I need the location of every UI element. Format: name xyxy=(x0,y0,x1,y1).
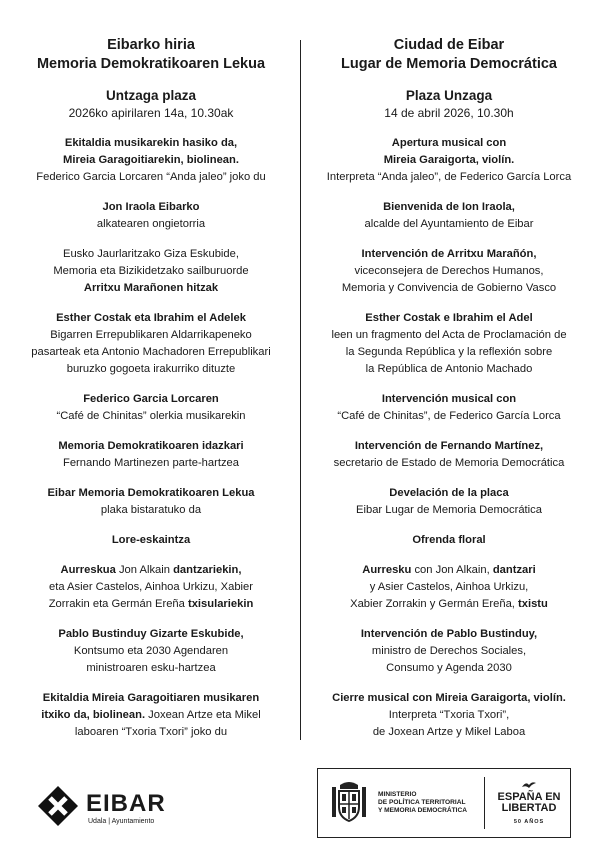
right-block-8: Ofrenda floral xyxy=(412,534,486,546)
footer xyxy=(0,768,600,854)
espana-en-libertad-logo: ESPAÑA EN LIBERTAD 50 AÑOS xyxy=(494,781,564,828)
left-title-2: Memoria Demokratikoaren Lekua xyxy=(36,56,266,72)
left-block-4: Esther Costak eta Ibrahim el Adelek Bigarren Errepublikaren Aldarrikapeneko pasarteak eta Antonio Machadoren Errepublikari buruzko gogoeta irakurriko dituzte xyxy=(31,312,271,375)
logo-separator xyxy=(484,777,485,829)
left-block-5: Federico Garcia Lorcaren “Café de Chinitas” olerkia musikarekin xyxy=(56,393,246,422)
left-block-1: Ekitaldia musikarekin hasiko da, Mireia Garagoitiarekin, biolinean. Federico Garcia Lorcaren “Anda jaleo” joko du xyxy=(36,137,266,183)
left-block-8: Lore-eskaintza xyxy=(111,534,191,546)
left-block-2: Jon Iraola Eibarko alkatearen ongietorria xyxy=(96,201,206,230)
spanish-column xyxy=(304,36,594,741)
right-block-1: Apertura musical con Mireia Garaigorta, violín. Interpreta “Anda jaleo”, de Federico García Lorca xyxy=(326,137,572,183)
left-block-10: Pablo Bustinduy Gizarte Eskubide, Kontsumo eta 2030 Agendaren ministroaren esku-hartzea xyxy=(58,628,244,674)
left-place: Untzaga plaza xyxy=(105,88,197,103)
left-block-11: Ekitaldia Mireia Garagoitiaren musikaren itxiko da, biolinean. Joxean Artze eta Mikel laboaren “Txoria Txori” joko du xyxy=(41,692,261,738)
right-block-7: Develación de la placa Eibar Lugar de Memoria Democrática xyxy=(356,487,542,516)
eibar-name: EIBAR xyxy=(86,790,166,817)
left-block-3: Eusko Jaurlaritzako Giza Eskubide, Memoria eta Bizikidetzako sailburuorde Arritxu Marañonen hitzak xyxy=(53,248,249,294)
ministerio-text: MINISTERIO DE POLÍTICA TERRITORIAL Y MEMORIA DEMOCRÁTICA xyxy=(378,791,468,814)
right-block-6: Intervención de Fernando Martínez, secretario de Estado de Memoria Democrática xyxy=(333,440,565,469)
right-date: 14 de abril 2026, 10.30h xyxy=(384,106,514,120)
eibar-subtitle: Udala | Ayuntamiento xyxy=(88,818,155,825)
right-block-5: Intervención musical con “Café de Chinitas”, de Federico García Lorca xyxy=(337,393,561,422)
basque-column xyxy=(6,36,296,741)
right-place: Plaza Unzaga xyxy=(405,88,493,103)
coat-of-arms-icon xyxy=(330,779,368,825)
eibar-cross-logo-icon xyxy=(38,786,78,826)
right-block-11: Cierre musical con Mireia Garaigorta, violín. Interpreta “Txoria Txori”, de Joxean Artze y Mikel Laboa xyxy=(332,692,566,738)
government-logo-box xyxy=(317,768,571,838)
right-block-10: Intervención de Pablo Bustinduy, ministro de Derechos Sociales, Consumo y Agenda 2030 xyxy=(360,628,538,674)
left-block-6: Memoria Demokratikoaren idazkari Fernando Martinezen parte-hartzea xyxy=(58,440,244,469)
bird-icon xyxy=(522,781,536,789)
right-title-2: Lugar de Memoria Democrática xyxy=(341,56,557,72)
left-block-7: Eibar Memoria Demokratikoaren Lekua plaka bistaratuko da xyxy=(47,487,255,516)
column-divider xyxy=(300,40,301,740)
right-block-9: Aurresku con Jon Alkain, dantzari y Asier Castelos, Ainhoa Urkizu, Xabier Zorrakin y Germán Ereña, txistu xyxy=(350,564,548,610)
left-date: 2026ko apirilaren 14a, 10.30ak xyxy=(68,106,234,120)
left-title-1: Eibarko hiria xyxy=(107,37,195,53)
right-block-4: Esther Costak e Ibrahim el Adel leen un fragmento del Acta de Proclamación de la Segunda República y la reflexión sobre la República de Antonio Machado xyxy=(331,312,567,375)
right-title-1: Ciudad de Eibar xyxy=(393,37,505,53)
left-block-9: Aurreskua Jon Alkain dantzariekin, eta Asier Castelos, Ainhoa Urkizu, Xabier Zorrakin eta Germán Ereña txisulariekin xyxy=(48,564,254,610)
right-block-2: Bienvenida de Ion Iraola, alcalde del Ayuntamiento de Eibar xyxy=(364,201,534,230)
right-block-3: Intervención de Arritxu Marañón, viceconsejera de Derechos Humanos, Memoria y Convivencia de Gobierno Vasco xyxy=(341,248,557,294)
